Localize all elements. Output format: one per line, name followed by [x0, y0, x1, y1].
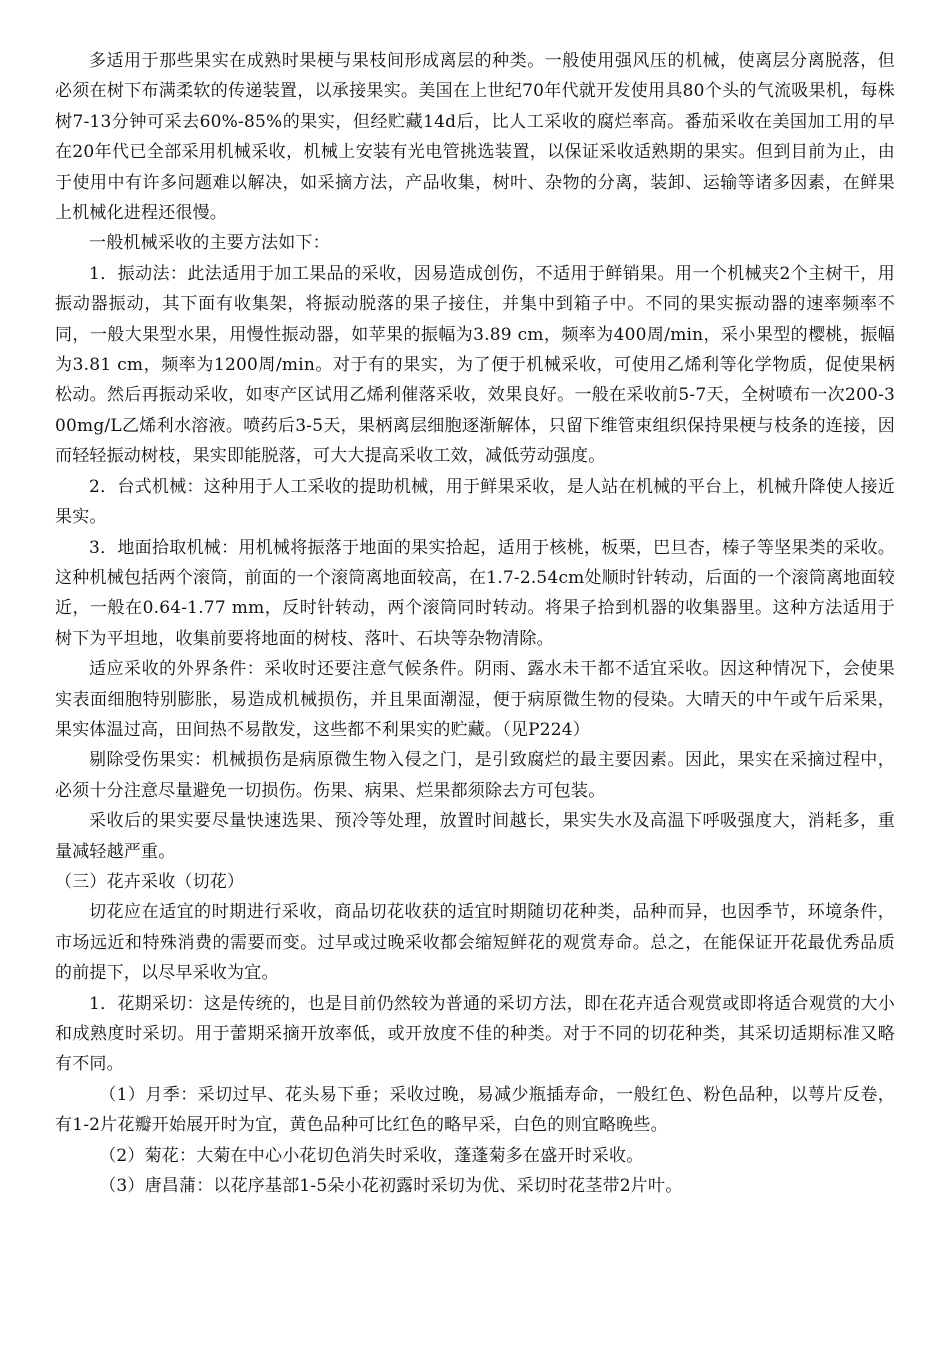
paragraph-bloom-cutting: 1．花期采切：这是传统的，也是目前仍然较为普通的采切方法，即在花卉适合观赏或即将适合观赏的大小和成熟度时采切。用于蕾期采摘开放率低，或开放度不佳的种类。对于不同的切花种类，其采切适期标准又略有不同。: [55, 993, 895, 1075]
paragraph-remove-damaged: 剔除受伤果实：机械损伤是病原微生物入侵之门，是引致腐烂的最主要因素。因此，果实在采摘过程中，必须十分注意尽量避免一切损伤。伤果、病果、烂果都须除去方可包装。: [55, 750, 895, 801]
paragraph-methods-heading: 一般机械采收的主要方法如下：: [89, 233, 330, 254]
list-item-rose: （1）月季：采切过早、花头易下垂；采收过晚，易减少瓶插寿命，一般红色、粉色品种，以萼片反卷，有1-2片花瓣开始展开时为宜，黄色品种可比红色的略早采，白色的则宜略晚些。: [55, 1084, 895, 1136]
paragraph-cut-flower-timing: 切花应在适宜的时期进行采收，商品切花收获的适宜时期随切花种类，品种而异，也因季节，环境条件，市场远近和特殊消费的需要而变。过早或过晚采收都会缩短鲜花的观赏寿命。总之，在能保证开花最优秀品质的前提下，以尽早采收为宜。: [55, 902, 895, 984]
paragraph-post-harvest: 采收后的果实要尽量快速选果、预冷等处理，放置时间越长，果实失水及高温下呼吸强度大，消耗多，重量减轻越严重。: [55, 811, 895, 862]
list-item-chrysanthemum: （2）菊花：大菊在中心小花切色消失时采收，蓬蓬菊多在盛开时采收。: [99, 1145, 644, 1166]
paragraph-ground-pickup: 3．地面拾取机械：用机械将振落于地面的果实拾起，适用于核桃，板栗，巴旦杏，榛子等坚果类的采收。这种机械包括两个滚筒，前面的一个滚筒离地面较高，在1.7-2.54cm处顺时针转动，后面的一个滚筒离地面较近，一般在0.64-1.77 mm，反时针转动，两个滚筒同时转动。将果子拾到机器的收集器里。这种方法适用于树下为平坦地，收集前要将地面的树枝、落叶、石块等杂物清除。: [55, 537, 895, 649]
list-item-gladiolus: （3）唐昌蒲：以花序基部1-5朵小花初露时采切为优、采切时花茎带2片叶。: [99, 1176, 683, 1197]
document-page: [55, 46, 895, 1201]
paragraph-platform-machine: 2．台式机械：这种用于人工采收的提助机械，用于鲜果采收，是人站在机械的平台上，机械升降使人接近果实。: [55, 476, 895, 528]
paragraph-vibration-method: 1．振动法：此法适用于加工果品的采收，因易造成创伤，不适用于鲜销果。用一个机械夹2个主树干，用振动器振动，其下面有收集架，将振动脱落的果子接住，并集中到箱子中。不同的果实振动器的速率频率不同，一般大果型水果，用慢性振动器，如苹果的振幅为3.89 cm，频率为400周/min，采小果型的樱桃，振幅为3.81 cm，频率为1200周/min。对于有的果实，为了便于机械采收，可使用乙烯利等化学物质，促使果柄松动。然后再振动采收，如枣产区试用乙烯利催落采收，效果良好。一般在采收前5-7天，全树喷布一次200-300mg/L乙烯利水溶液。喷药后3-5天，果柄离层细胞逐渐解体，只留下维管束组织保持果梗与枝条的连接，因而轻轻振动树枝，果实即能脱落，可大大提高采收工效，减低劳动强度。: [55, 263, 895, 467]
paragraph-mechanical-intro: 多适用于那些果实在成熟时果梗与果枝间形成离层的种类。一般使用强风压的机械，使离层分离脱落，但必须在树下布满柔软的传递装置，以承接果实。美国在上世纪70年代就开发使用具80个头的气流吸果机，每株树7-13分钟可采去60%-85%的果实，但经贮藏14d后，比人工采收的腐烂率高。番茄采收在美国加工用的早在20年代已全部采用机械采收，机械上安装有光电管挑选装置，以保证采收适熟期的果实。但到目前为止，由于使用中有许多问题难以解决，如采摘方法，产品收集，树叶、杂物的分离，装卸、运输等诸多因素，在鲜果上机械化进程还很慢。: [55, 51, 895, 224]
section-heading-flowers: （三）花卉采收（切花）: [55, 871, 245, 892]
paragraph-weather-conditions: 适应采收的外界条件：采收时还要注意气候条件。阴雨、露水未干都不适宜采收。因这种情况下，会使果实表面细胞特别膨胀，易造成机械损伤，并且果面潮湿，便于病原微生物的侵染。大晴天的中午或午后采果，果实体温过高，田间热不易散发，这些都不利果实的贮藏。（见P224）: [55, 659, 895, 740]
